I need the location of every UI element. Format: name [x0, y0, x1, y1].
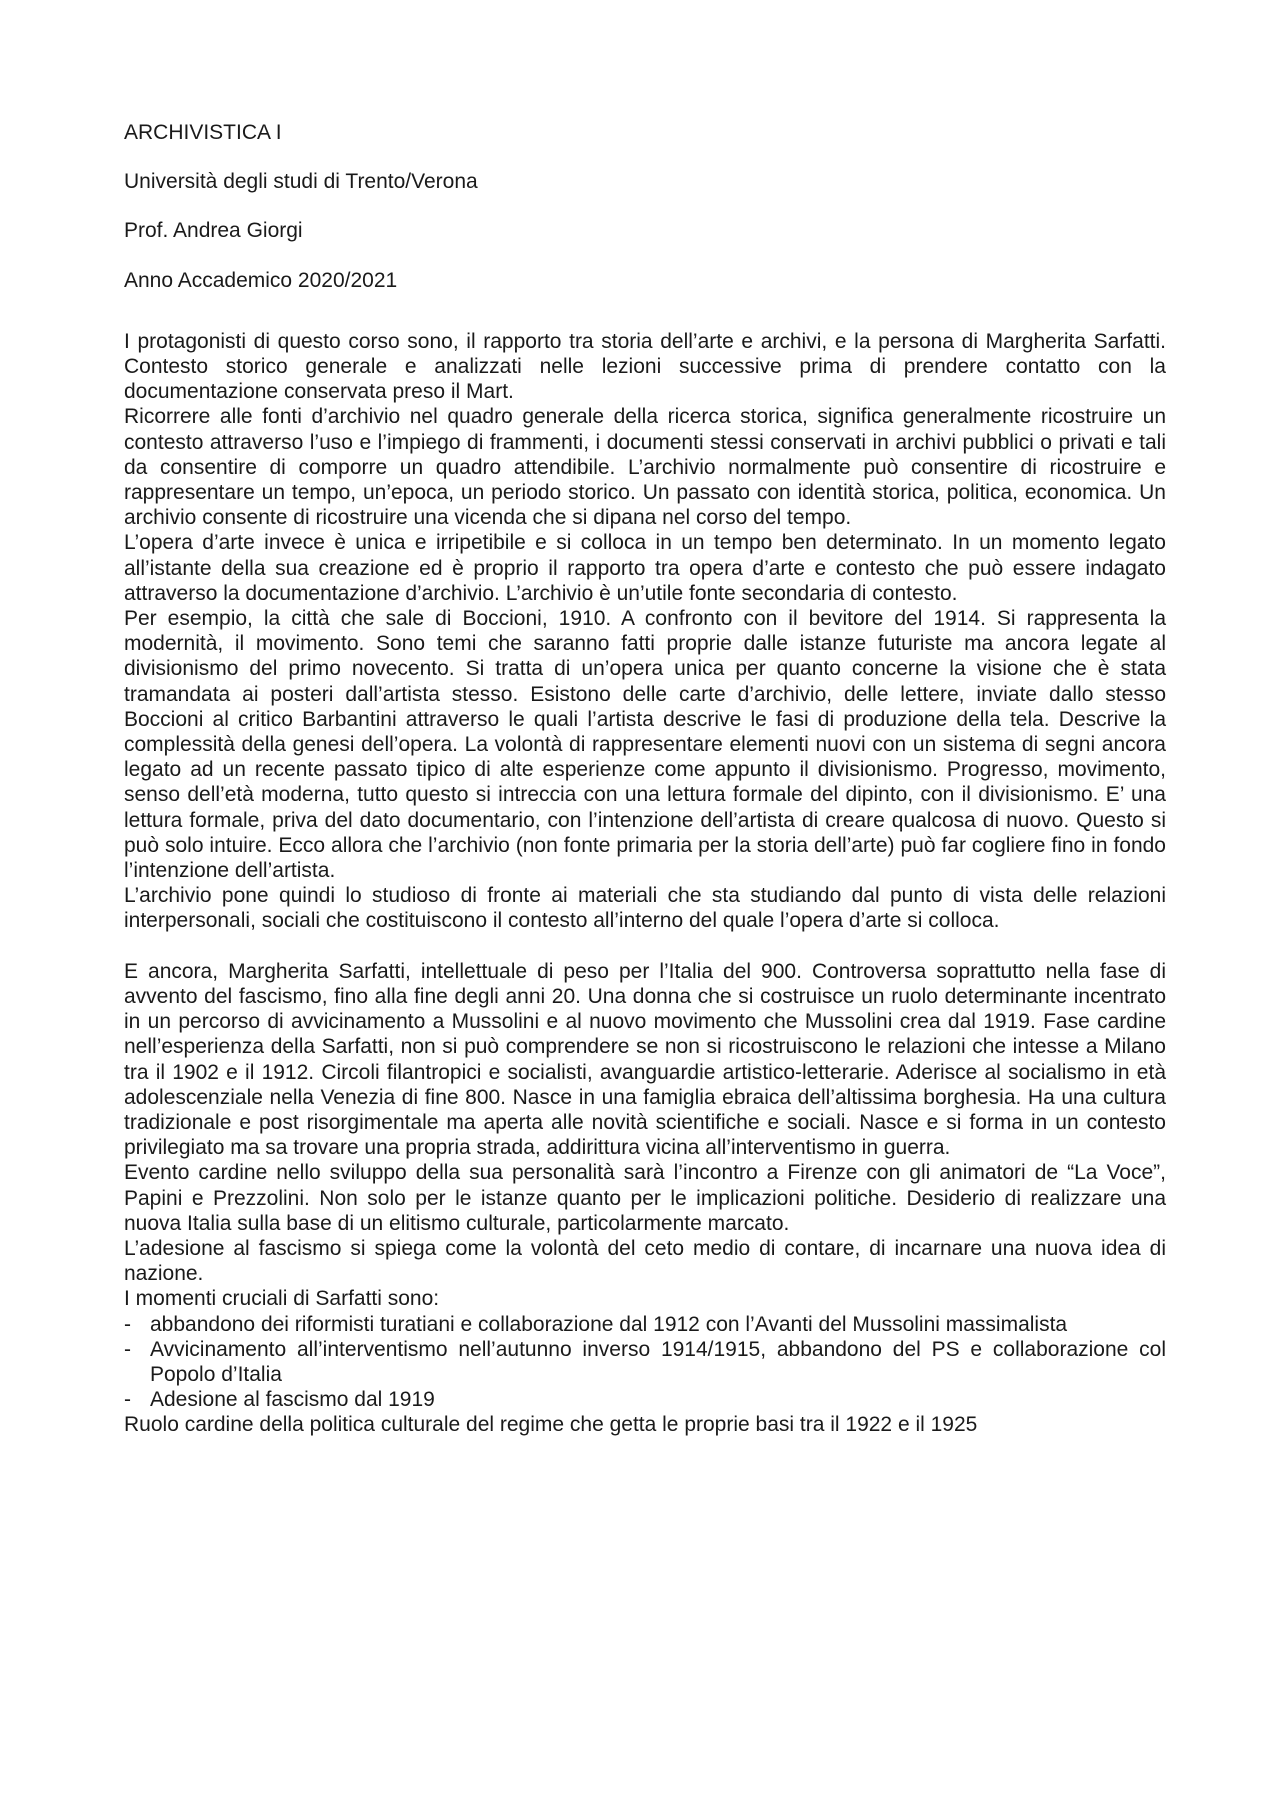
list-item [124, 1387, 1166, 1412]
document-page [124, 120, 1166, 1438]
paragraph: L’archivio pone quindi lo studioso di fronte ai materiali che sta studiando dal punto di vista delle relazioni interpersonali, sociali che costituiscono il contesto all’interno del quale l’opera d’arte si colloca. [124, 884, 1166, 933]
closing-line: Ruolo cardine della politica culturale del regime che getta le proprie basi tra il 1922 e il 1925 [124, 1413, 978, 1437]
paragraph: L’adesione al fascismo si spiega come la volontà del ceto medio di contare, di incarnare una nuova idea di nazione. [124, 1236, 1166, 1286]
list-item-text: Adesione al fascismo dal 1919 [150, 1388, 435, 1412]
list-item [124, 1312, 1166, 1337]
paragraph: Evento cardine nello sviluppo della sua personalità sarà l’incontro a Firenze con gli animatori de “La Voce”, Papini e Prezzolini. Non solo per le istanze quanto per le implicazioni politiche. Desiderio di realizzare una nuova Italia sulla base di un elitismo culturale, particolarmente marcato. [124, 1161, 1166, 1235]
academic-year: Anno Accademico 2020/2021 [124, 268, 398, 292]
paragraph: Ricorrere alle fonti d’archivio nel quadro generale della ricerca storica, significa generalmente ricostruire un contesto attraverso l’uso e l’impiego di frammenti, i documenti stessi conservati in archivi pubblici o privati e tali da consentire di comporre un quadro attendibile. L’archivio normalmente può consentire di ricostruire e rappresentare un tempo, un’epoca, un periodo storico. Un passato con identità storica, politica, economica. Un archivio consente di ricostruire una vicenda che si dipana nel corso del tempo. [124, 405, 1166, 530]
list-bullet: - [124, 1388, 131, 1412]
paragraph: E ancora, Margherita Sarfatti, intellettuale di peso per l’Italia del 900. Controversa soprattutto nella fase di avvento del fascismo, fino alla fine degli anni 20. Una donna che si costruisce un ruolo determinante incentrato in un percorso di avvicinamento a Mussolini e al nuovo movimento che Mussolini crea dal 1919. Fase cardine nell’esperienza della Sarfatti, non si può comprendere se non si ricostruiscono le relazioni che intesse a Milano tra il 1902 e il 1912. Circoli filantropici e socialisti, avanguardie artistico-letterarie. Aderisce al socialismo in età adolescenziale nella Venezia di fine 800. Nasce in una famiglia ebraica dell’altissima borghesia. Ha una cultura tradizionale e post risorgimentale ma aperta alle novità scientifiche e sociali. Nasce e si forma in un contesto privilegiato ma sa trovare una propria strada, addirittura vicina all’interventismo in guerra. [124, 959, 1166, 1160]
list-item [124, 1337, 1166, 1387]
list-bullet: - [124, 1337, 131, 1361]
paragraph: I protagonisti di questo corso sono, il rapporto tra storia dell’arte e archivi, e la persona di Margherita Sarfatti. Contesto storico generale e analizzati nelle lezioni successive prima di prendere contatto con la documentazione conservata preso il Mart. [124, 329, 1166, 404]
list-bullet: - [124, 1312, 131, 1336]
list-item-text: Avvicinamento all’interventismo nell’autunno inverso 1914/1915, abbandono del PS e collaborazione col Popolo d’Italia [150, 1337, 1166, 1386]
professor-name: Prof. Andrea Giorgi [124, 219, 303, 243]
university-name: Università degli studi di Trento/Verona [124, 170, 478, 194]
paragraph: I momenti cruciali di Sarfatti sono: [124, 1287, 440, 1311]
list-item-text: abbandono dei riformisti turatiani e collaborazione dal 1912 con l’Avanti del Mussolini massimalista [150, 1312, 1068, 1336]
paragraph: L’opera d’arte invece è unica e irripetibile e si colloca in un tempo ben determinato. In un momento legato all’istante della sua creazione ed è proprio il rapporto tra opera d’arte e contesto che può essere indagato attraverso la documentazione d’archivio. L’archivio è un’utile fonte secondaria di contesto. [124, 531, 1166, 605]
paragraph: Per esempio, la città che sale di Boccioni, 1910. A confronto con il bevitore del 1914. Si rappresenta la modernità, il movimento. Sono temi che saranno fatti proprie dalle istanze futuriste ma ancora legate al divisionismo del primo novecento. Si tratta di un’opera unica per quanto concerne la visione che è stata tramandata ai posteri dall’artista stesso. Esistono delle carte d’archivio, delle lettere, inviate dallo stesso Boccioni al critico Barbantini attraverso le quali l’artista descrive le fasi di produzione della tela. Descrive la complessità della genesi dell’opera. La volontà di rappresentare elementi nuovi con un sistema di segni ancora legato ad un recente passato tipico di alte esperienze come appunto il divisionismo. Progresso, movimento, senso dell’età moderna, tutto questo si intreccia con una lettura formale del dipinto, con il divisionismo. E’ una lettura formale, priva del dato documentario, con l’intenzione dell’artista di creare qualcosa di nuovo. Questo si può solo intuire. Ecco allora che l’archivio (non fonte primaria per la storia dell’arte) può far cogliere fino in fondo l’intenzione dell’artista. [124, 607, 1166, 883]
course-title: ARCHIVISTICA I [124, 121, 282, 144]
crucial-moments-list [124, 1312, 1166, 1413]
